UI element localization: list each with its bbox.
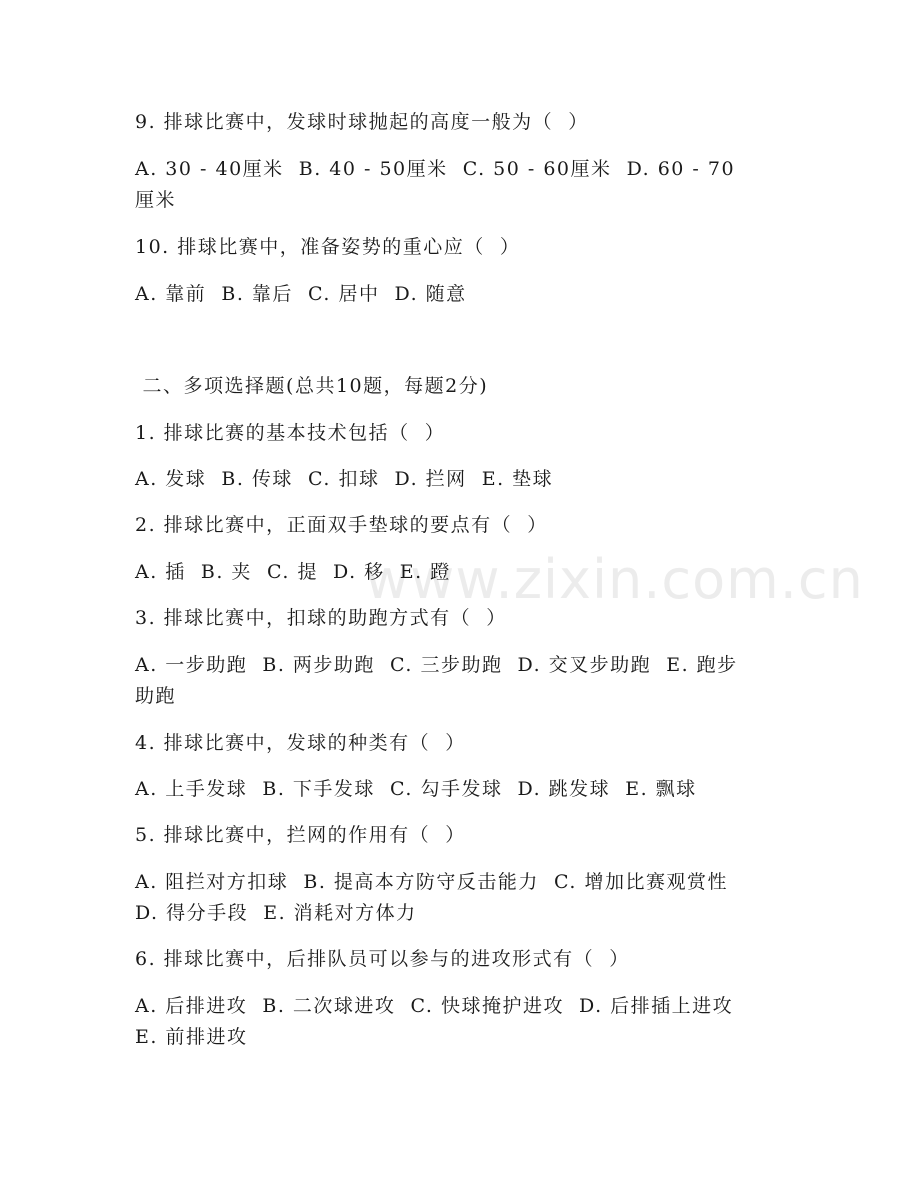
mc-question-3: 3. 排球比赛中，扣球的助跑方式有（ ） [135,607,507,629]
mc-question-2-options: A. 插 B. 夹 C. 提 D. 移 E. 蹬 [135,561,451,583]
mc-question-6-options-cont: E. 前排进攻 [135,1026,248,1048]
question-9-options: A. 30 - 40厘米 B. 40 - 50厘米 C. 50 - 60厘米 D. 60 - 70 [135,158,736,180]
question-9-options-cont: 厘米 [135,189,177,211]
mc-question-5-options-cont: D. 得分手段 E. 消耗对方体力 [135,902,417,924]
mc-question-3-options-cont: 助跑 [135,685,177,707]
mc-question-3-options: A. 一步助跑 B. 两步助跑 C. 三步助跑 D. 交叉步助跑 E. 跑步 [135,654,738,676]
question-10-options: A. 靠前 B. 靠后 C. 居中 D. 随意 [135,283,467,305]
mc-question-2: 2. 排球比赛中，正面双手垫球的要点有（ ） [135,514,548,536]
mc-question-6: 6. 排球比赛中，后排队员可以参与的进攻形式有（ ） [135,948,630,970]
mc-question-5-options: A. 阻拦对方扣球 B. 提高本方防守反击能力 C. 增加比赛观赏性 [135,871,728,893]
question-10: 10. 排球比赛中，准备姿势的重心应（ ） [135,236,521,258]
question-9: 9. 排球比赛中，发球时球抛起的高度一般为（ ） [135,111,589,133]
mc-question-4: 4. 排球比赛中，发球的种类有（ ） [135,732,466,754]
mc-question-4-options: A. 上手发球 B. 下手发球 C. 勾手发球 D. 跳发球 E. 飘球 [135,778,697,800]
watermark: www.zixin.com.cn [365,548,864,611]
mc-question-5: 5. 排球比赛中，拦网的作用有（ ） [135,824,466,846]
mc-question-1: 1. 排球比赛的基本技术包括（ ） [135,422,446,444]
section-heading-multiple-choice: 二、多项选择题(总共10题，每题2分) [135,375,489,397]
mc-question-1-options: A. 发球 B. 传球 C. 扣球 D. 拦网 E. 垫球 [135,468,554,490]
mc-question-6-options: A. 后排进攻 B. 二次球进攻 C. 快球掩护进攻 D. 后排插上进攻 [135,995,734,1017]
